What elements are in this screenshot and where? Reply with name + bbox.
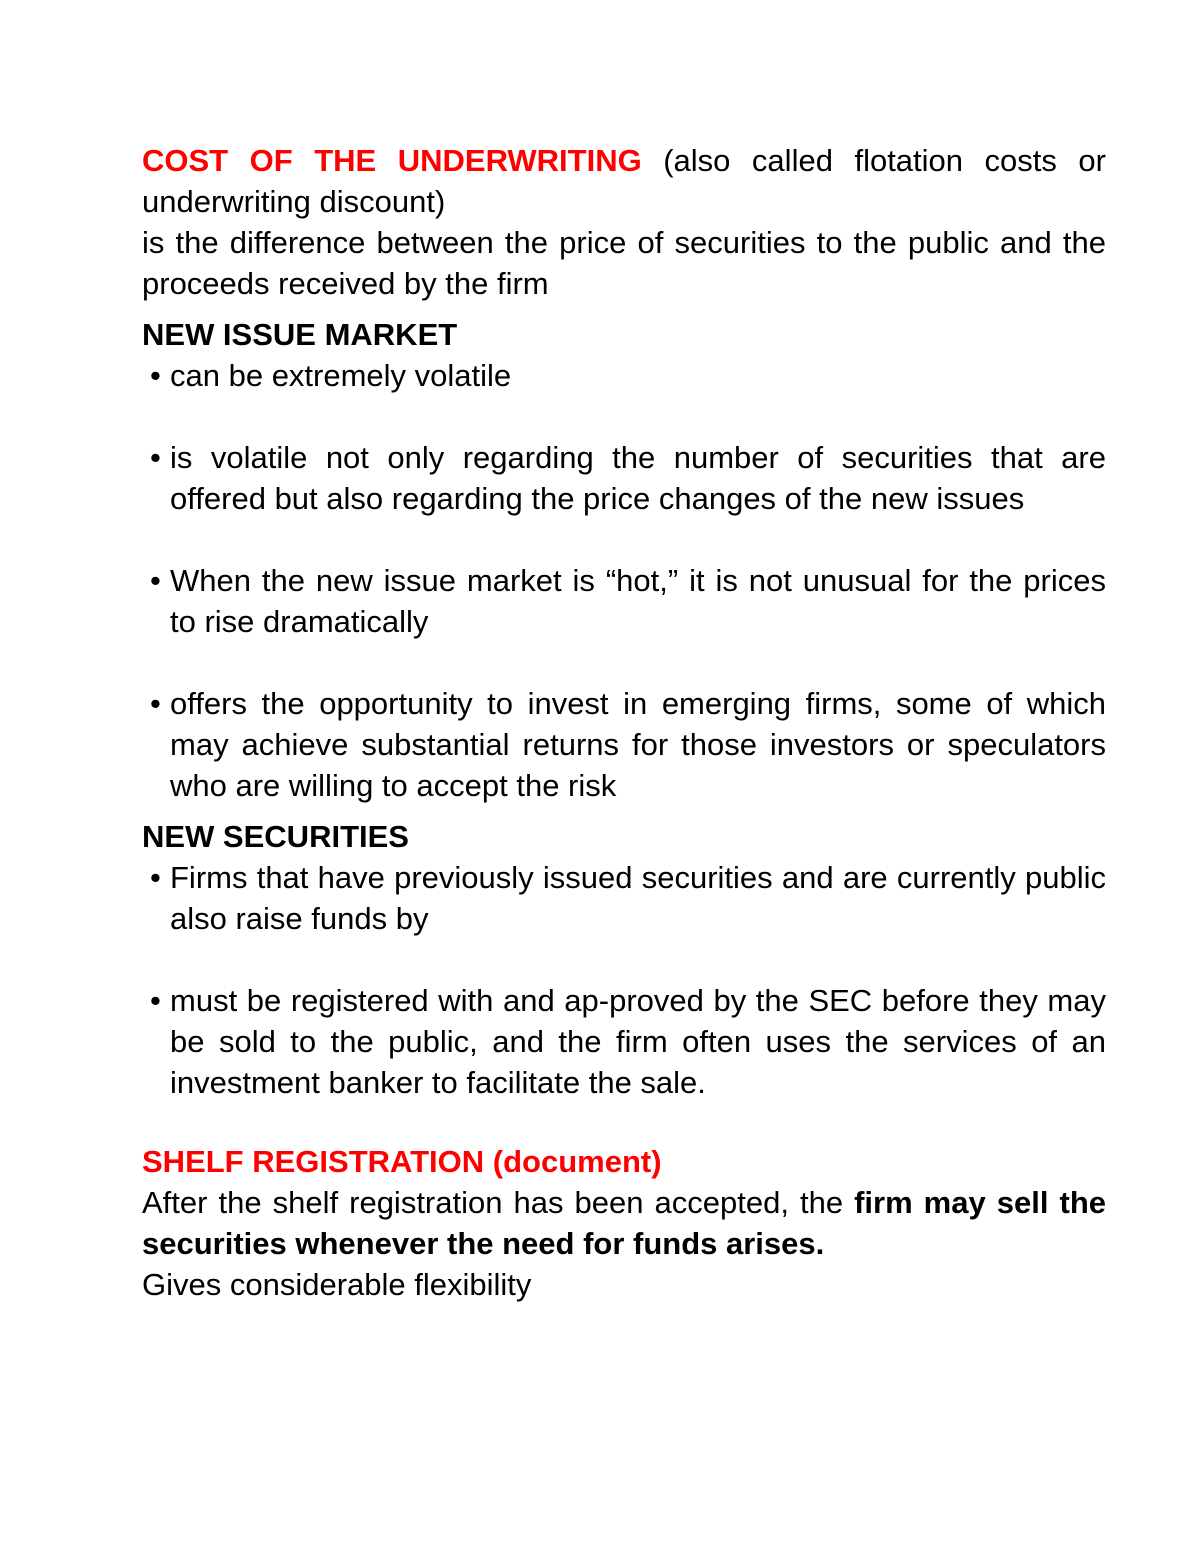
- list-item-text: can be extremely volatile: [170, 358, 512, 393]
- list-item-text: When the new issue market is “hot,” it is not unusual for the prices to rise dramatically: [170, 563, 1106, 639]
- list-item-text: Firms that have previously issued securities and are currently public also raise funds by: [170, 860, 1106, 936]
- new-securities-list: [142, 857, 1106, 1103]
- shelf-closing: Gives considerable flexibility: [142, 1267, 532, 1302]
- bullet-icon: •: [150, 983, 161, 1018]
- list-item: [142, 683, 1106, 806]
- new-securities-heading: NEW SECURITIES: [142, 819, 409, 854]
- cost-heading-note: (also called flotation costs or underwriting discount): [142, 143, 1106, 219]
- bullet-icon: •: [150, 440, 161, 475]
- shelf-text-emphasis: firm may sell the securities whenever the need for funds arises.: [142, 1185, 1106, 1261]
- bullet-icon: •: [150, 563, 161, 598]
- cost-paragraph: [142, 140, 1106, 222]
- new-issue-market-heading: NEW ISSUE MARKET: [142, 317, 458, 352]
- list-item: [142, 560, 1106, 642]
- bullet-icon: •: [150, 686, 161, 721]
- shelf-paragraph: [142, 1182, 1106, 1264]
- bullet-icon: •: [150, 358, 161, 393]
- list-item: [142, 355, 1106, 396]
- bullet-icon: •: [150, 860, 161, 895]
- cost-definition: is the difference between the price of securities to the public and the proceeds received by the firm: [142, 225, 1106, 301]
- list-item: [142, 980, 1106, 1103]
- new-issue-market-list: [142, 355, 1106, 806]
- cost-heading: COST OF THE UNDERWRITING: [142, 143, 642, 178]
- list-item-text: offers the opportunity to invest in emerging firms, some of which may achieve substantial returns for those investors or speculators who are willing to accept the risk: [170, 686, 1106, 803]
- list-item: [142, 857, 1106, 939]
- shelf-text: After the shelf registration has been accepted, the: [142, 1185, 855, 1220]
- list-item-text: must be registered with and ap-proved by the SEC before they may be sold to the public, and the firm often uses the services of an investment banker to facilitate the sale.: [170, 983, 1106, 1100]
- shelf-registration-heading: SHELF REGISTRATION (document): [142, 1144, 662, 1179]
- list-item-text: is volatile not only regarding the number of securities that are offered but also regarding the price changes of the new issues: [170, 440, 1106, 516]
- document-page: [142, 140, 1106, 1305]
- list-item: [142, 437, 1106, 519]
